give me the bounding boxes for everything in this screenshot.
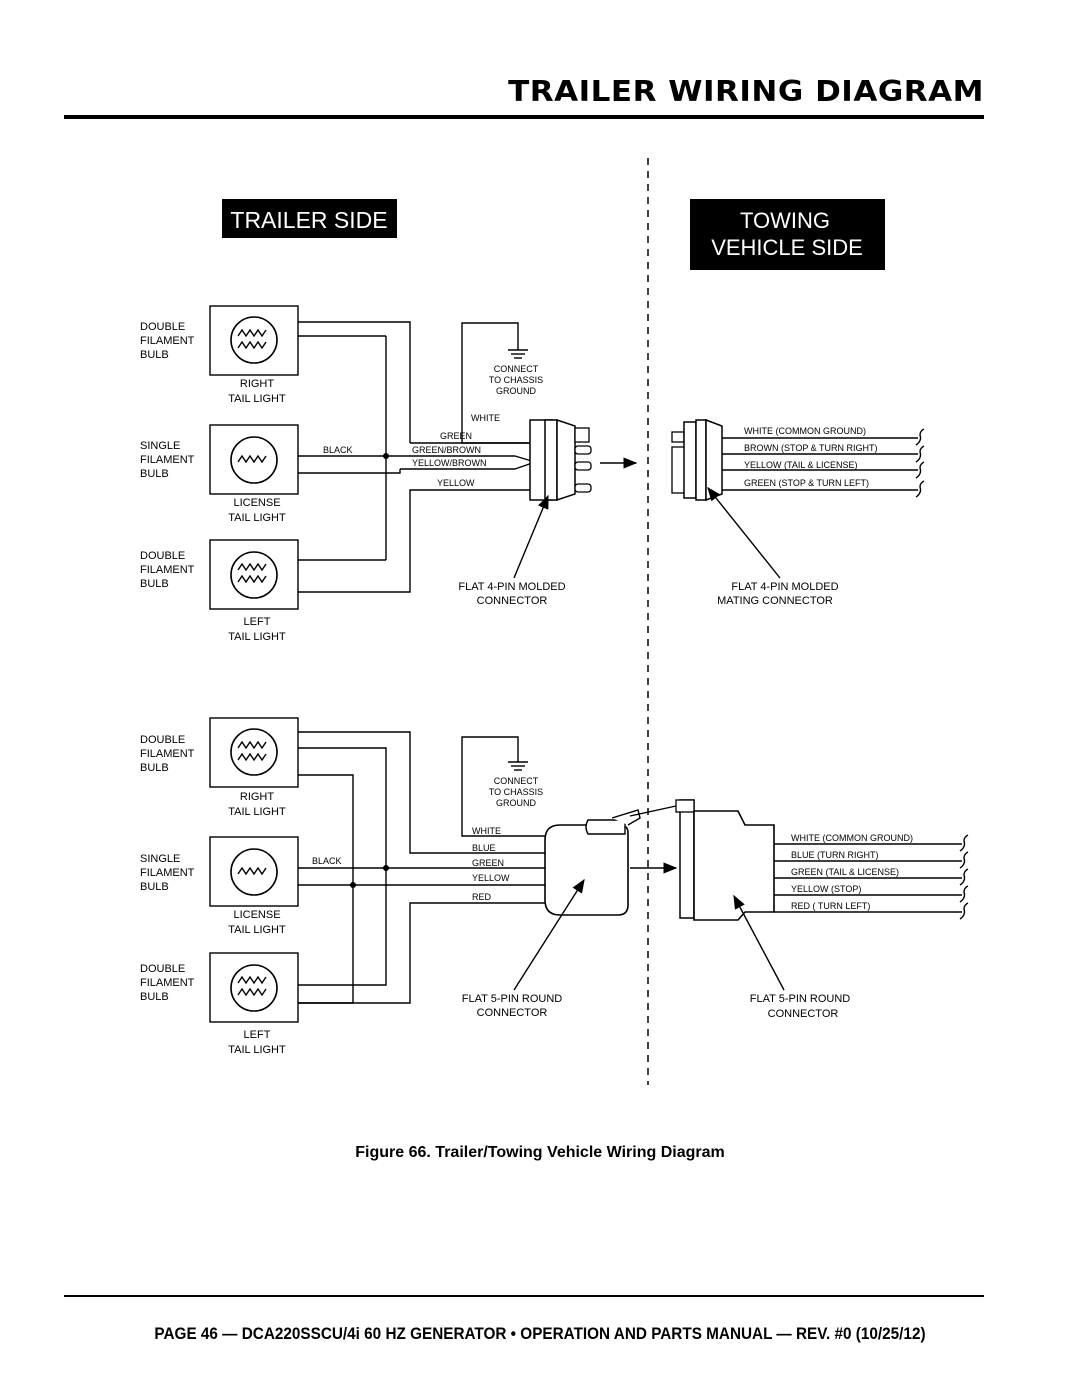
license-tail-light-lower [210, 837, 298, 906]
wire-label: YELLOW [472, 873, 510, 883]
connector-label: MATING CONNECTOR [717, 595, 833, 607]
bulb-type-label: SINGLE [140, 440, 181, 452]
towing-side-label-2: VEHICLE SIDE [711, 235, 863, 260]
connector-label: CONNECTOR [767, 1008, 839, 1020]
wire-label: GREEN [440, 431, 473, 441]
connector-label: CONNECTOR [476, 595, 548, 607]
flat-4-pin-mating-connector [672, 420, 722, 500]
connector-label: FLAT 5-PIN ROUND [461, 993, 563, 1005]
light-name: TAIL LIGHT [228, 393, 286, 405]
bulb-type-label: FILAMENT [140, 564, 195, 576]
bulb-type-label: FILAMENT [140, 454, 195, 466]
light-name: LEFT [243, 1029, 271, 1041]
wire-label: RED ( TURN LEFT) [791, 901, 871, 911]
ground-label: TO CHASSIS [488, 375, 544, 385]
wire-label: RED [472, 892, 492, 902]
trailer-wires-lower [298, 732, 545, 1003]
wire-label: BLUE [472, 843, 496, 853]
left-tail-light-lower [210, 953, 298, 1022]
trailer-wires-upper [298, 322, 535, 592]
light-name: LEFT [243, 616, 271, 628]
wire-label: GREEN (STOP & TURN LEFT) [744, 478, 870, 488]
ground-label: CONNECT [493, 776, 539, 786]
bulb-type-label: FILAMENT [140, 748, 195, 760]
wire-label: BLACK [323, 445, 353, 455]
wire-label: WHITE [472, 826, 501, 836]
bulb-type-label: BULB [140, 762, 169, 774]
connector-label: CONNECTOR [476, 1007, 548, 1019]
wire-label: GREEN (TAIL & LICENSE) [791, 867, 900, 877]
bulb-type-label: DOUBLE [140, 550, 186, 562]
light-name: TAIL LIGHT [228, 1044, 286, 1056]
bulb-type-label: DOUBLE [140, 321, 186, 333]
light-name: TAIL LIGHT [228, 806, 286, 818]
right-tail-light-upper [210, 306, 298, 375]
light-name: TAIL LIGHT [228, 512, 286, 524]
connector-label: FLAT 4-PIN MOLDED [458, 581, 566, 593]
bulb-type-label: BULB [140, 578, 169, 590]
light-name: LICENSE [233, 497, 281, 509]
bulb-type-label: SINGLE [140, 853, 181, 865]
wire-label: YELLOW [437, 478, 475, 488]
connector-label: FLAT 5-PIN ROUND [749, 993, 851, 1005]
wire-label: BLACK [312, 856, 342, 866]
flat-4-pin-connector [530, 420, 591, 500]
trailer-side-label: TRAILER SIDE [230, 207, 388, 233]
ground-label: TO CHASSIS [488, 787, 544, 797]
light-name: TAIL LIGHT [228, 631, 286, 643]
page-footer: PAGE 46 — DCA220SSCU/4i 60 HZ GENERATOR • OPERATION AND PARTS MANUAL — REV. #0 (10/25/12) [154, 1324, 926, 1343]
wire-label: GREEN [472, 858, 505, 868]
connector-label: FLAT 4-PIN MOLDED [731, 581, 839, 593]
bulb-type-label: FILAMENT [140, 867, 195, 879]
wire-label: YELLOW (STOP) [791, 884, 862, 894]
wire-label: YELLOW/BROWN [412, 458, 487, 468]
wire-label: BLUE (TURN RIGHT) [791, 850, 879, 860]
left-tail-light-upper [210, 540, 298, 609]
light-name: RIGHT [239, 791, 275, 803]
right-tail-light-lower [210, 718, 298, 787]
bulb-type-label: DOUBLE [140, 734, 186, 746]
wire-label: WHITE [471, 413, 500, 423]
footer-rule [64, 1295, 984, 1297]
wire-label: BROWN (STOP & TURN RIGHT) [744, 443, 878, 453]
flat-5-pin-round-mating-connector [630, 800, 774, 920]
flat-5-pin-round-connector [545, 810, 640, 915]
light-name: RIGHT [239, 378, 275, 390]
light-name: TAIL LIGHT [228, 924, 286, 936]
bulb-type-label: DOUBLE [140, 963, 186, 975]
wire-label: WHITE (COMMON GROUND) [791, 833, 913, 843]
bulb-type-label: BULB [140, 468, 169, 480]
bulb-type-label: BULB [140, 991, 169, 1003]
bulb-type-label: FILAMENT [140, 335, 195, 347]
figure-caption: Figure 66. Trailer/Towing Vehicle Wiring Diagram [355, 1144, 725, 1161]
ground-label: GROUND [496, 386, 536, 396]
page-title: TRAILER WIRING DIAGRAM [508, 75, 984, 109]
bulb-type-label: BULB [140, 881, 169, 893]
wire-label: WHITE (COMMON GROUND) [744, 426, 866, 436]
ground-label: CONNECT [493, 364, 539, 374]
ground-label: GROUND [496, 798, 536, 808]
bulb-type-label: BULB [140, 349, 169, 361]
wire-label: YELLOW (TAIL & LICENSE) [744, 460, 858, 470]
towing-side-label-1: TOWING [739, 208, 831, 233]
license-tail-light-upper [210, 425, 298, 494]
light-name: LICENSE [233, 909, 281, 921]
wire-label: GREEN/BROWN [412, 445, 482, 455]
bulb-type-label: FILAMENT [140, 977, 195, 989]
